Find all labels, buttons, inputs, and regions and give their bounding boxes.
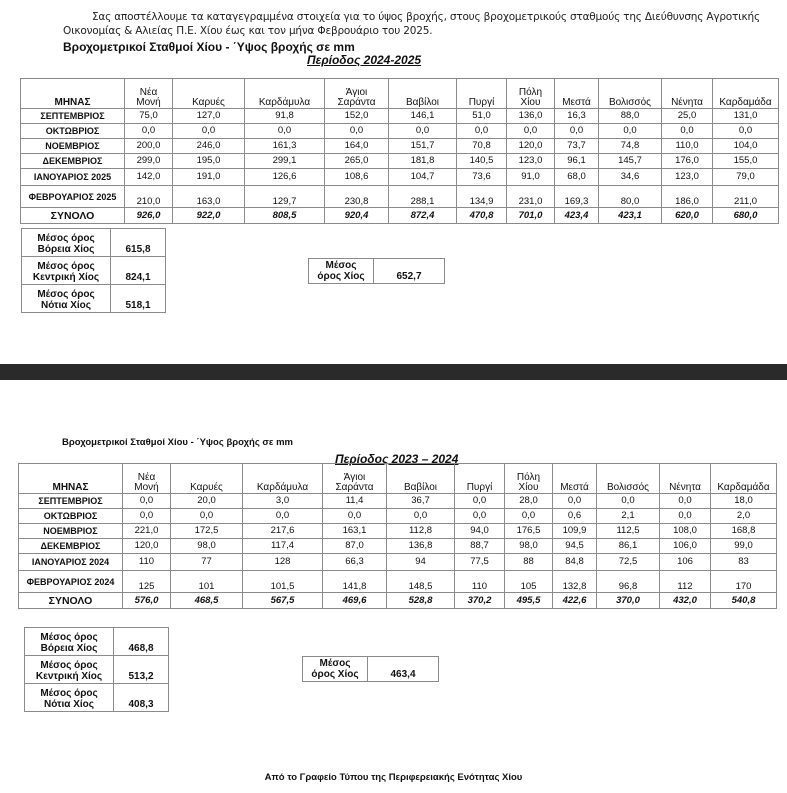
average-value-cell: 468,8	[114, 628, 169, 656]
rainfall-value-cell: 217,6	[243, 524, 323, 539]
rainfall-value-cell: 140,5	[457, 154, 507, 169]
rainfall-value-cell: 101,5	[243, 571, 323, 593]
total-value-cell: 423,4	[555, 208, 599, 224]
station-column-header: Μεστά	[555, 79, 599, 109]
rainfall-value-cell: 169,3	[555, 186, 599, 208]
rainfall-value-cell: 94,5	[553, 539, 597, 554]
rainfall-value-cell: 288,1	[389, 186, 457, 208]
regional-averages-table-2024-2025	[21, 228, 166, 313]
total-value-cell: 468,5	[171, 593, 243, 609]
overall-average-table-2024-2025	[308, 258, 445, 284]
rainfall-value-cell: 136,0	[507, 109, 555, 124]
rainfall-value-cell: 25,0	[662, 109, 713, 124]
total-value-cell: 926,0	[125, 208, 173, 224]
total-value-cell: 680,0	[713, 208, 779, 224]
total-value-cell: 370,2	[455, 593, 505, 609]
rainfall-value-cell: 0,0	[455, 494, 505, 509]
average-value-cell: 408,3	[114, 684, 169, 712]
average-label-cell: Μέσος όρος Νότια Χίος	[22, 285, 111, 313]
station-column-header: Άγιοι Σαράντα	[325, 79, 389, 109]
average-row	[22, 257, 166, 285]
rainfall-value-cell: 112,5	[597, 524, 660, 539]
average-label-cell: Μέσος όρος Κεντρική Χίος	[22, 257, 111, 285]
average-label-cell: Μέσος όρος Βόρεια Χίος	[25, 628, 114, 656]
rainfall-value-cell: 0,0	[325, 124, 389, 139]
rainfall-value-cell: 0,0	[173, 124, 245, 139]
rainfall-value-cell: 0,0	[505, 509, 553, 524]
station-column-header: Μεστά	[553, 464, 597, 494]
rainfall-value-cell: 0,0	[123, 509, 171, 524]
rainfall-value-cell: 161,3	[245, 139, 325, 154]
rainfall-value-cell: 84,8	[553, 554, 597, 571]
rainfall-value-cell: 79,0	[713, 169, 779, 186]
table-row	[19, 539, 777, 554]
station-column-header: Καρδαμάδα	[711, 464, 777, 494]
station-column-header: Πόλη Χίου	[507, 79, 555, 109]
overall-average-row	[303, 657, 439, 682]
total-value-cell: 922,0	[173, 208, 245, 224]
rainfall-value-cell: 0,0	[553, 494, 597, 509]
month-cell: ΟΚΤΩΒΡΙΟΣ	[19, 509, 123, 524]
total-value-cell: 423,1	[599, 208, 662, 224]
period-title-2024-2025: Περίοδος 2024-2025	[307, 53, 422, 67]
station-column-header: Καρδάμυλα	[245, 79, 325, 109]
rainfall-value-cell: 96,8	[597, 571, 660, 593]
station-column-header: Νέα Μονή	[125, 79, 173, 109]
station-column-header: Καρυές	[173, 79, 245, 109]
rainfall-value-cell: 91,8	[245, 109, 325, 124]
rainfall-value-cell: 110,0	[662, 139, 713, 154]
rainfall-value-cell: 0,0	[243, 509, 323, 524]
rainfall-value-cell: 136,8	[387, 539, 455, 554]
month-column-header: ΜΗΝΑΣ	[19, 464, 123, 494]
rainfall-value-cell: 131,0	[713, 109, 779, 124]
rainfall-value-cell: 123,0	[662, 169, 713, 186]
station-column-header: Βολισσός	[597, 464, 660, 494]
station-column-header: Πόλη Χίου	[505, 464, 553, 494]
average-row	[25, 656, 169, 684]
table-row	[19, 524, 777, 539]
footer-press-office: Από το Γραφείο Τύπου της Περιφερειακής Ενότητας Χίου	[264, 772, 523, 783]
rainfall-value-cell: 117,4	[243, 539, 323, 554]
average-row	[22, 229, 166, 257]
month-cell: ΔΕΚΕΜΒΡΙΟΣ	[19, 539, 123, 554]
rainfall-value-cell: 191,0	[173, 169, 245, 186]
rainfall-value-cell: 94,0	[455, 524, 505, 539]
intro-line-1: Σας αποστέλλουμε τα καταγεγραμμένα στοιχεία για το ύψος βροχής, στους βροχομετρικούς σταθμούς της Διεύθυνσης Αγροτικής	[92, 11, 760, 23]
overall-average-table-2023-2024	[302, 656, 439, 682]
rainfall-value-cell: 0,0	[457, 124, 507, 139]
rainfall-value-cell: 145,7	[599, 154, 662, 169]
average-value-cell: 518,1	[111, 285, 166, 313]
rainfall-value-cell: 34,6	[599, 169, 662, 186]
rainfall-value-cell: 0,0	[660, 509, 711, 524]
rainfall-value-cell: 125	[123, 571, 171, 593]
rainfall-value-cell: 132,8	[553, 571, 597, 593]
station-column-header: Καρδαμάδα	[713, 79, 779, 109]
rainfall-value-cell: 155,0	[713, 154, 779, 169]
rainfall-value-cell: 83	[711, 554, 777, 571]
rainfall-value-cell: 0,0	[323, 509, 387, 524]
station-column-header: Βαβίλοι	[387, 464, 455, 494]
rainfall-value-cell: 0,0	[599, 124, 662, 139]
rainfall-value-cell: 96,1	[555, 154, 599, 169]
rainfall-value-cell: 0,0	[171, 509, 243, 524]
rainfall-value-cell: 120,0	[507, 139, 555, 154]
table-row	[19, 494, 777, 509]
rainfall-value-cell: 3,0	[243, 494, 323, 509]
month-cell: ΔΕΚΕΜΒΡΙΟΣ	[21, 154, 125, 169]
overall-average-value: 463,4	[368, 657, 439, 682]
rainfall-table-2024-2025	[20, 78, 779, 224]
rainfall-value-cell: 181,8	[389, 154, 457, 169]
rainfall-value-cell: 127,0	[173, 109, 245, 124]
station-column-header: Νένητα	[662, 79, 713, 109]
average-value-cell: 615,8	[111, 229, 166, 257]
header-row	[21, 79, 779, 109]
rainfall-value-cell: 91,0	[507, 169, 555, 186]
table-row	[21, 186, 779, 208]
month-cell: ΙΑΝΟΥΑΡΙΟΣ 2025	[21, 169, 125, 186]
rainfall-value-cell: 0,6	[553, 509, 597, 524]
rainfall-value-cell: 0,0	[713, 124, 779, 139]
rainfall-value-cell: 88,7	[455, 539, 505, 554]
rainfall-value-cell: 0,0	[245, 124, 325, 139]
section-title-2024-2025: Βροχομετρικοί Σταθμοί Χίου - ΄Υψος βροχής σε mm	[63, 40, 355, 54]
overall-average-label: Μέσος όρος Χίος	[303, 657, 368, 682]
rainfall-value-cell: 129,7	[245, 186, 325, 208]
rainfall-value-cell: 88,0	[599, 109, 662, 124]
rainfall-value-cell: 210,0	[125, 186, 173, 208]
total-value-cell: 872,4	[389, 208, 457, 224]
table-row	[21, 124, 779, 139]
month-cell: ΝΟΕΜΒΡΙΟΣ	[19, 524, 123, 539]
intro-line-2: Οικονομίας & Αλιείας Π.Ε. Χίου έως και τον μήνα Φεβρουάριο του 2025.	[63, 25, 433, 37]
rainfall-value-cell: 120,0	[123, 539, 171, 554]
rainfall-value-cell: 0,0	[507, 124, 555, 139]
rainfall-value-cell: 230,8	[325, 186, 389, 208]
total-value-cell: 576,0	[123, 593, 171, 609]
regional-averages-table-2023-2024	[24, 627, 169, 712]
total-label-cell: ΣΥΝΟΛΟ	[19, 593, 123, 609]
station-column-header: Νέα Μονή	[123, 464, 171, 494]
rainfall-value-cell: 126,6	[245, 169, 325, 186]
rainfall-value-cell: 148,5	[387, 571, 455, 593]
month-cell: ΝΟΕΜΒΡΙΟΣ	[21, 139, 125, 154]
rainfall-value-cell: 105	[505, 571, 553, 593]
total-value-cell: 540,8	[711, 593, 777, 609]
table-row	[21, 109, 779, 124]
rainfall-value-cell: 87,0	[323, 539, 387, 554]
rainfall-value-cell: 200,0	[125, 139, 173, 154]
month-column-header: ΜΗΝΑΣ	[21, 79, 125, 109]
average-row	[25, 628, 169, 656]
station-column-header: Βολισσός	[599, 79, 662, 109]
rainfall-value-cell: 176,0	[662, 154, 713, 169]
rainfall-value-cell: 108,0	[660, 524, 711, 539]
rainfall-value-cell: 2,1	[597, 509, 660, 524]
rainfall-value-cell: 104,7	[389, 169, 457, 186]
rainfall-value-cell: 98,0	[505, 539, 553, 554]
rainfall-value-cell: 176,5	[505, 524, 553, 539]
rainfall-value-cell: 299,0	[125, 154, 173, 169]
total-value-cell: 370,0	[597, 593, 660, 609]
rainfall-value-cell: 170	[711, 571, 777, 593]
station-column-header: Άγιοι Σαράντα	[323, 464, 387, 494]
rainfall-value-cell: 2,0	[711, 509, 777, 524]
rainfall-value-cell: 0,0	[597, 494, 660, 509]
table-row	[21, 139, 779, 154]
month-cell: ΦΕΒΡΟΥΑΡΙΟΣ 2025	[21, 186, 125, 208]
intro-text	[0, 10, 787, 38]
rainfall-value-cell: 11,4	[323, 494, 387, 509]
rainfall-value-cell: 16,3	[555, 109, 599, 124]
station-column-header: Πυργί	[455, 464, 505, 494]
station-column-header: Καρυές	[171, 464, 243, 494]
month-cell: ΣΕΠΤΕΜΒΡΙΟΣ	[19, 494, 123, 509]
rainfall-value-cell: 211,0	[713, 186, 779, 208]
section-title-2023-2024: Βροχομετρικοί Σταθμοί Χίου - ΄Υψος βροχής σε mm	[62, 437, 293, 448]
average-label-cell: Μέσος όρος Νότια Χίος	[25, 684, 114, 712]
station-column-header: Νένητα	[660, 464, 711, 494]
total-value-cell: 701,0	[507, 208, 555, 224]
rainfall-value-cell: 186,0	[662, 186, 713, 208]
rainfall-value-cell: 142,0	[125, 169, 173, 186]
total-value-cell: 469,6	[323, 593, 387, 609]
rainfall-value-cell: 0,0	[389, 124, 457, 139]
rainfall-value-cell: 99,0	[711, 539, 777, 554]
overall-average-value: 652,7	[374, 259, 445, 284]
rainfall-value-cell: 66,3	[323, 554, 387, 571]
rainfall-value-cell: 134,9	[457, 186, 507, 208]
rainfall-value-cell: 0,0	[455, 509, 505, 524]
table-row	[21, 154, 779, 169]
rainfall-value-cell: 98,0	[171, 539, 243, 554]
rainfall-value-cell: 163,1	[323, 524, 387, 539]
total-value-cell: 528,8	[387, 593, 455, 609]
total-value-cell: 422,6	[553, 593, 597, 609]
month-cell: ΙΑΝΟΥΑΡΙΟΣ 2024	[19, 554, 123, 571]
total-row	[21, 208, 779, 224]
station-column-header: Πυργί	[457, 79, 507, 109]
rainfall-value-cell: 164,0	[325, 139, 389, 154]
average-row	[25, 684, 169, 712]
table-row	[19, 509, 777, 524]
rainfall-value-cell: 231,0	[507, 186, 555, 208]
rainfall-value-cell: 18,0	[711, 494, 777, 509]
rainfall-value-cell: 146,1	[389, 109, 457, 124]
rainfall-value-cell: 36,7	[387, 494, 455, 509]
rainfall-value-cell: 73,6	[457, 169, 507, 186]
table-row	[19, 554, 777, 571]
total-value-cell: 432,0	[660, 593, 711, 609]
rainfall-value-cell: 51,0	[457, 109, 507, 124]
rainfall-value-cell: 77	[171, 554, 243, 571]
rainfall-value-cell: 104,0	[713, 139, 779, 154]
total-value-cell: 470,8	[457, 208, 507, 224]
rainfall-value-cell: 141,8	[323, 571, 387, 593]
rainfall-value-cell: 110	[455, 571, 505, 593]
rainfall-value-cell: 106,0	[660, 539, 711, 554]
rainfall-value-cell: 94	[387, 554, 455, 571]
average-value-cell: 824,1	[111, 257, 166, 285]
header-row	[19, 464, 777, 494]
rainfall-value-cell: 246,0	[173, 139, 245, 154]
rainfall-value-cell: 0,0	[555, 124, 599, 139]
rainfall-value-cell: 0,0	[662, 124, 713, 139]
total-value-cell: 808,5	[245, 208, 325, 224]
rainfall-value-cell: 0,0	[123, 494, 171, 509]
rainfall-value-cell: 110	[123, 554, 171, 571]
average-value-cell: 513,2	[114, 656, 169, 684]
period-title-2023-2024: Περίοδος 2023 – 2024	[335, 452, 459, 466]
total-value-cell: 920,4	[325, 208, 389, 224]
rainfall-value-cell: 70,8	[457, 139, 507, 154]
month-cell: ΟΚΤΩΒΡΙΟΣ	[21, 124, 125, 139]
rainfall-value-cell: 0,0	[660, 494, 711, 509]
rainfall-value-cell: 195,0	[173, 154, 245, 169]
rainfall-value-cell: 72,5	[597, 554, 660, 571]
rainfall-value-cell: 168,8	[711, 524, 777, 539]
average-label-cell: Μέσος όρος Βόρεια Χίος	[22, 229, 111, 257]
rainfall-value-cell: 108,6	[325, 169, 389, 186]
rainfall-value-cell: 20,0	[171, 494, 243, 509]
total-row	[19, 593, 777, 609]
total-value-cell: 567,5	[243, 593, 323, 609]
station-column-header: Καρδάμυλα	[243, 464, 323, 494]
rainfall-value-cell: 88	[505, 554, 553, 571]
station-column-header: Βαβίλοι	[389, 79, 457, 109]
rainfall-value-cell: 112	[660, 571, 711, 593]
rainfall-value-cell: 151,7	[389, 139, 457, 154]
average-row	[22, 285, 166, 313]
total-value-cell: 620,0	[662, 208, 713, 224]
rainfall-value-cell: 112,8	[387, 524, 455, 539]
overall-average-label: Μέσος όρος Χίος	[309, 259, 374, 284]
rainfall-value-cell: 86,1	[597, 539, 660, 554]
rainfall-value-cell: 0,0	[387, 509, 455, 524]
rainfall-value-cell: 265,0	[325, 154, 389, 169]
rainfall-value-cell: 74,8	[599, 139, 662, 154]
table-row	[19, 571, 777, 593]
rainfall-value-cell: 73,7	[555, 139, 599, 154]
rainfall-value-cell: 77,5	[455, 554, 505, 571]
month-cell: ΣΕΠΤΕΜΒΡΙΟΣ	[21, 109, 125, 124]
rainfall-value-cell: 152,0	[325, 109, 389, 124]
rainfall-value-cell: 75,0	[125, 109, 173, 124]
table-row	[21, 169, 779, 186]
rainfall-value-cell: 123,0	[507, 154, 555, 169]
rainfall-table-2023-2024	[18, 463, 777, 609]
page-separator-band	[0, 364, 787, 380]
rainfall-value-cell: 109,9	[553, 524, 597, 539]
month-cell: ΦΕΒΡΟΥΑΡΙΟΣ 2024	[19, 571, 123, 593]
rainfall-value-cell: 28,0	[505, 494, 553, 509]
rainfall-value-cell: 106	[660, 554, 711, 571]
rainfall-value-cell: 221,0	[123, 524, 171, 539]
total-label-cell: ΣΥΝΟΛΟ	[21, 208, 125, 224]
rainfall-value-cell: 68,0	[555, 169, 599, 186]
rainfall-value-cell: 172,5	[171, 524, 243, 539]
rainfall-value-cell: 163,0	[173, 186, 245, 208]
total-value-cell: 495,5	[505, 593, 553, 609]
rainfall-value-cell: 299,1	[245, 154, 325, 169]
rainfall-value-cell: 0,0	[125, 124, 173, 139]
rainfall-value-cell: 101	[171, 571, 243, 593]
average-label-cell: Μέσος όρος Κεντρική Χίος	[25, 656, 114, 684]
overall-average-row	[309, 259, 445, 284]
rainfall-value-cell: 128	[243, 554, 323, 571]
rainfall-value-cell: 80,0	[599, 186, 662, 208]
